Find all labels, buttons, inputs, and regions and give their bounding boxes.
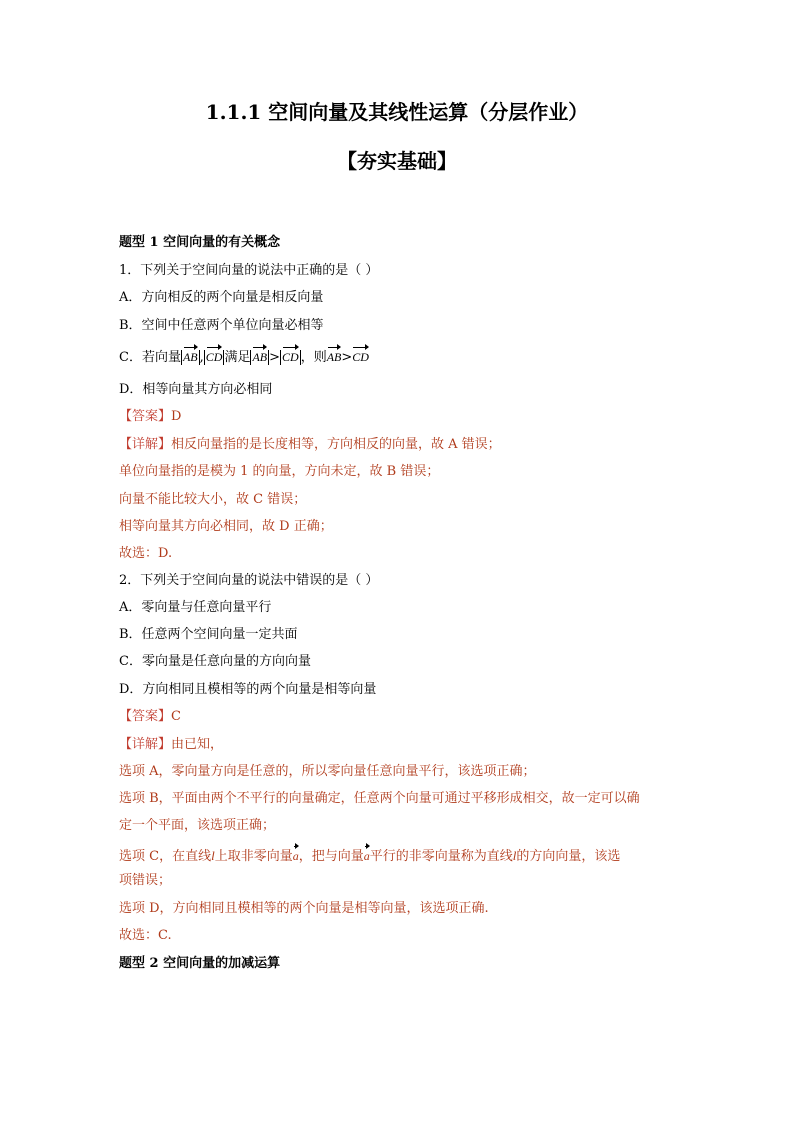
q2-option-c: C．零向量是任意向量的方向向量 [119,654,311,669]
detail3-part-d: 平行的非零向量称为直线 [369,849,513,864]
q1-detail-4: 相等向量其方向必相同，故 D 正确； [119,519,333,534]
page-title: 1.1.1 空间向量及其线性运算（分层作业） [205,100,589,124]
q2-detail-3f: 项错误； [119,873,172,888]
vector-cd-2: CD [282,346,299,366]
vector-a: a [293,845,299,865]
comma: , [199,350,204,365]
answer-value: C [171,709,181,724]
q2-stem: 2．下列关于空间向量的说法中错误的是（ ） [119,573,379,588]
q1-option-a: A．方向相反的两个向量是相反向量 [119,290,324,305]
detail-text: 由已知， [171,737,224,752]
detail-tag: 【详解】 [119,437,172,452]
vector-cd-3: CD [352,346,369,366]
line-l-symbol-2: l [512,848,517,863]
detail-tag: 【详解】 [119,737,172,752]
q1-option-c-mid2: ，则 [300,350,327,365]
q2-detail-2: 选项 B，平面由两个不平行的向量确定，任意两个向量可通过平移形成相交，故一定可以确 [119,791,640,806]
q2-answer [119,708,181,726]
vector-ab-3: AB [327,346,342,366]
vector-cd: CD [206,346,223,366]
q1-option-c-mid1: 满足 [224,350,251,365]
q1-answer [119,408,181,426]
gt-sign-2: > [341,350,353,365]
section-heading-2: 题型 2 空间向量的加减运算 [119,956,281,971]
q1-option-c [119,346,369,367]
q1-detail-1 [119,436,501,454]
q2-detail-4: 选项 D，方向相同且模相等的两个向量是相等向量，该选项正确. [119,901,489,916]
vector-ab: AB [183,346,198,366]
q1-detail-5: 故选：D. [119,546,173,561]
q1-detail-2: 单位向量指的是模为 1 的向量，方向未定，故 B 错误； [119,464,440,479]
vector-ab-2: AB [252,346,267,366]
gt-sign: > [269,350,281,365]
page-subtitle: 【夯实基础】 [337,149,457,173]
q2-detail-3 [119,845,620,866]
line-l-symbol: l [211,848,215,863]
vector-a-2: a [364,845,370,865]
abs-ab-2 [250,350,269,365]
detail3-part-e: 的方向向量，该选 [516,849,621,864]
detail3-part-b: 上取非零向量 [214,849,293,864]
q2-detail-5: 故选：C. [119,928,172,943]
q1-detail-3: 向量不能比较大小，故 C 错误； [119,492,307,507]
answer-tag: 【答案】 [119,409,172,424]
q2-option-b: B．任意两个空间向量一定共面 [119,627,298,642]
q2-option-a: A．零向量与任意向量平行 [119,600,272,615]
detail3-part-a: 选项 C，在直线 [119,849,212,864]
q1-option-c-prefix: C．若向量 [119,350,181,365]
q2-option-d: D．方向相同且模相等的两个向量是相等向量 [119,682,377,697]
q1-stem: 1．下列关于空间向量的说法中正确的是（ ） [119,263,379,278]
answer-value: D [171,409,182,424]
detail3-part-c: ，把与向量 [298,849,364,864]
q2-detail-2b: 定一个平面，该选项正确； [119,818,276,833]
answer-tag: 【答案】 [119,709,172,724]
q2-detail-1: 选项 A，零向量方向是任意的，所以零向量任意向量平行，该选项正确； [119,764,536,779]
abs-cd-2 [280,350,301,365]
abs-ab [181,350,200,365]
section-heading-1: 题型 1 空间向量的有关概念 [119,235,281,250]
detail-text: 相反向量指的是长度相等，方向相反的向量，故 A 错误； [171,437,501,452]
abs-cd [204,350,225,365]
q1-option-d: D．相等向量其方向必相同 [119,382,273,397]
q1-option-b: B．空间中任意两个单位向量必相等 [119,318,324,333]
q2-detail-0 [119,736,223,754]
